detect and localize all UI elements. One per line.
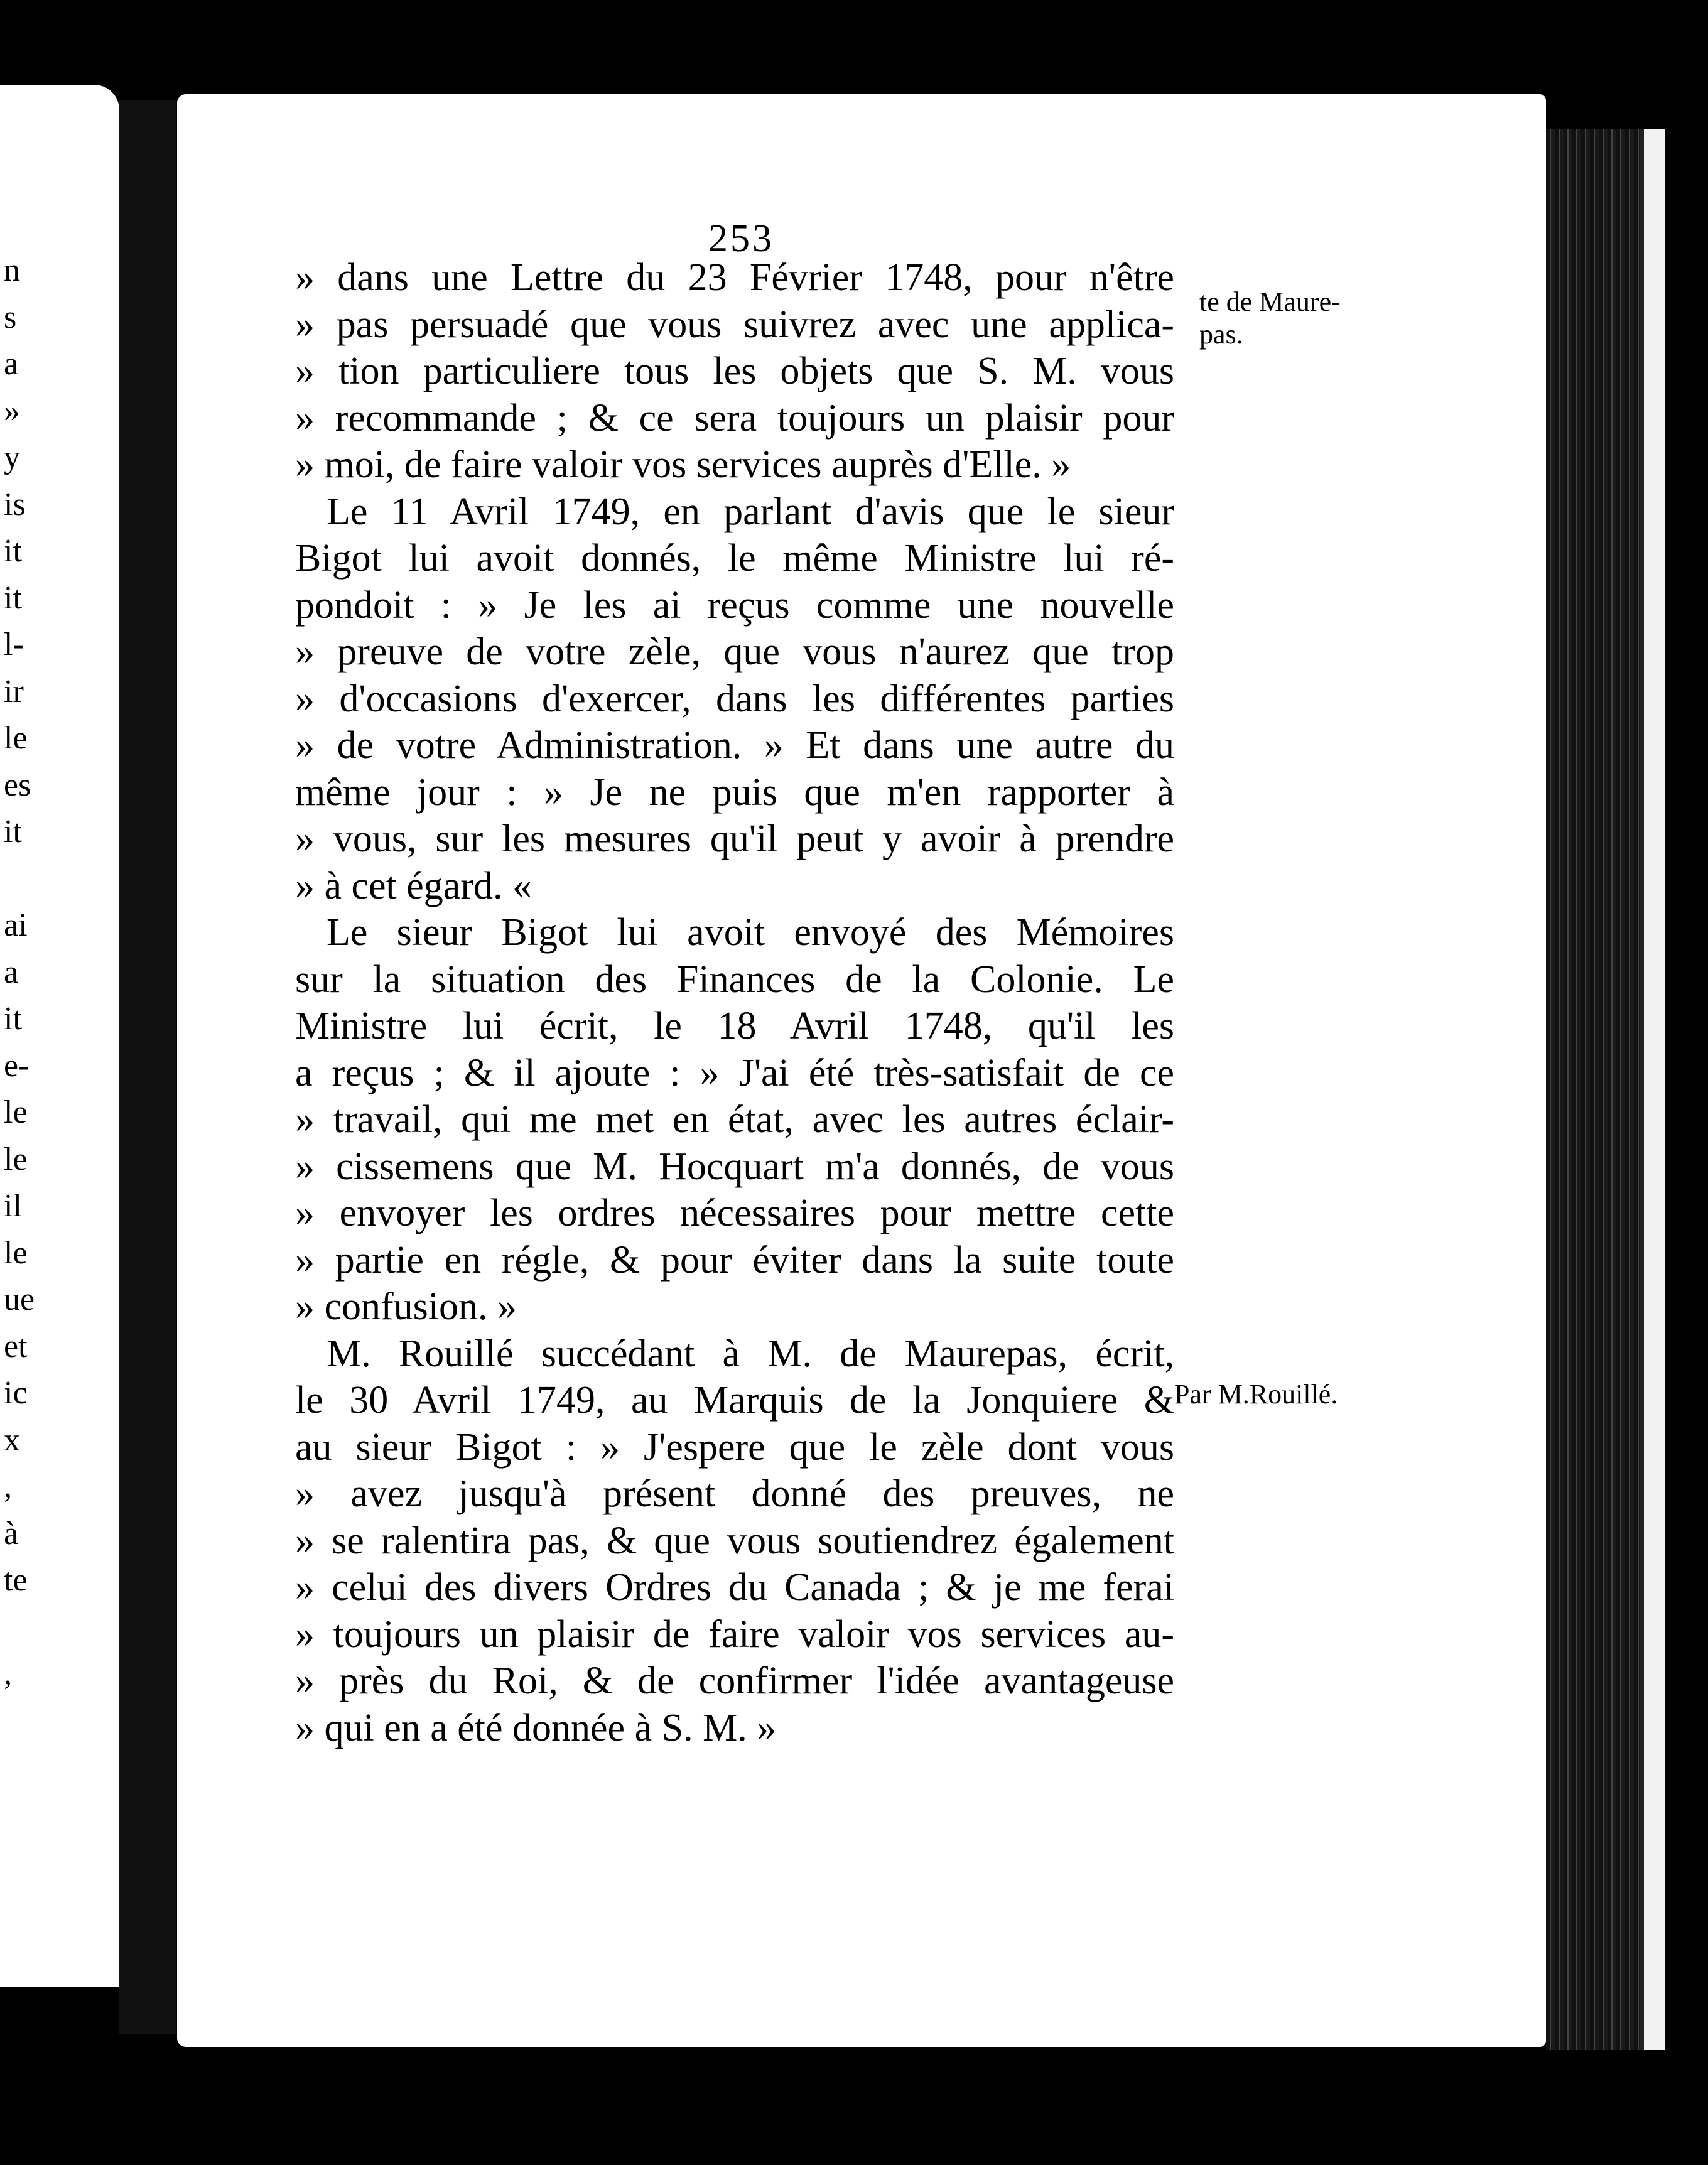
left-page-fragment: le [4,1141,28,1177]
text-line: Ministre lui écrit, le 18 Avril 1748, qu'il les [295,1005,1174,1047]
left-page-fragment: le [4,720,28,756]
page-stack-edge [1546,129,1665,2050]
left-page-fragment: a [4,346,19,382]
text-line: » se ralentira pas, & que vous soutiendrez également [295,1519,1174,1562]
text-line: » d'occasions d'exercer, dans les différentes parties [295,677,1174,720]
text-line: » partie en régle, & pour éviter dans la suite toute [295,1238,1174,1282]
text-line: Bigot lui avoit donnés, le même Ministre lui ré- [295,537,1174,580]
text-line: » de votre Administration. » Et dans une autre du [295,724,1174,767]
left-page-fragment: à [4,1515,19,1552]
left-page-fragment: et [4,1328,28,1364]
book-gutter [119,100,176,2034]
text-line: le 30 Avril 1749, au Marquis de la Jonquiere & [295,1379,1174,1422]
left-page-fragment: y [4,440,20,475]
left-page-fragment: ir [4,673,24,710]
text-line: » avez jusqu'à présent donné des preuves, ne [295,1472,1174,1515]
margin-note-maurepas [1199,286,1341,351]
left-page-fragment: it [4,533,22,569]
left-page-fragment: it [4,814,22,850]
text-line: » envoyer les ordres nécessaires pour mettre cette [295,1192,1174,1234]
left-page-fragment: le [4,1094,28,1130]
text-line: sur la situation des Finances de la Colonie. Le [295,958,1174,1001]
left-page-fragment: x [4,1422,20,1458]
text-line: » confusion. » [295,1285,517,1328]
left-page-fragment: e- [4,1047,30,1084]
left-page-fragment: » [4,392,20,429]
left-page-fragment: s [4,299,17,335]
margin-note-rouille: Par M.Rouillé. [1174,1379,1338,1410]
text-line: au sieur Bigot : » J'espere que le zèle dont vous [295,1425,1174,1469]
left-page-fragment: ic [4,1375,28,1411]
left-page-fragment: le [4,1234,28,1271]
left-page-fragment: es [4,767,31,803]
text-line: pondoit : » Je les ai reçus comme une nouvelle [295,583,1174,627]
text-line: » recommande ; & ce sera toujours un plaisir pour [295,396,1174,440]
left-page-fragment: l- [4,627,24,662]
text-line: » preuve de votre zèle, que vous n'aurez que trop [295,630,1174,673]
left-page-fragment: il [4,1188,22,1224]
text-line: » vous, sur les mesures qu'il peut y avoir à prendre [295,818,1174,860]
left-page-fragment: a [4,954,19,990]
text-line: Le sieur Bigot lui avoit envoyé des Mémoires [327,911,1174,954]
page-edge-highlight [1640,129,1665,2050]
left-page-fragment: , [4,1656,12,1692]
text-line: » toujours un plaisir de faire valoir vos services au- [295,1612,1174,1656]
text-line: Le 11 Avril 1749, en parlant d'avis que le sieur [327,490,1174,533]
text-line: M. Rouillé succédant à M. de Maurepas, écrit, [327,1332,1174,1375]
left-page-text-fragments [0,85,119,1987]
left-page-fragment: n [4,252,20,288]
text-line: » moi, de faire valoir vos services auprès d'Elle. » [295,443,1071,486]
left-page-fragment: it [4,580,22,616]
left-page-fragment: is [4,486,26,522]
left-page-edge [0,85,119,1987]
text-line: a reçus ; & il ajoute : » J'ai été très-satisfait de ce [295,1051,1174,1094]
margin-note-line: pas. [1199,319,1243,350]
text-line: » celui des divers Ordres du Canada ; & je me ferai [295,1566,1174,1609]
text-line: » pas persuadé que vous suivrez avec une applica- [295,303,1174,346]
left-page-fragment: te [4,1562,28,1598]
margin-note-line: te de Maure- [1199,286,1341,317]
left-page-fragment: ue [4,1282,35,1317]
left-page-fragment: ai [4,907,28,943]
text-line: » à cet égard. « [295,864,532,907]
left-page-fragment: , [4,1469,12,1504]
left-page-fragment: it [4,1001,22,1037]
text-line: même jour : » Je ne puis que m'en rapporter à [295,770,1174,814]
text-line: » dans une Lettre du 23 Février 1748, pour n'être [295,256,1174,299]
text-line: » qui en a été donnée à S. M. » [295,1706,777,1749]
text-line: » près du Roi, & de confirmer l'idée avantageuse [295,1660,1174,1702]
text-line: » tion particuliere tous les objets que S. M. vous [295,350,1174,392]
text-line: » cissemens que M. Hocquart m'a donnés, de vous [295,1145,1174,1188]
body-text [295,254,1174,1751]
text-line: » travail, qui me met en état, avec les autres éclair- [295,1098,1174,1141]
page-number: 253 [708,217,774,260]
